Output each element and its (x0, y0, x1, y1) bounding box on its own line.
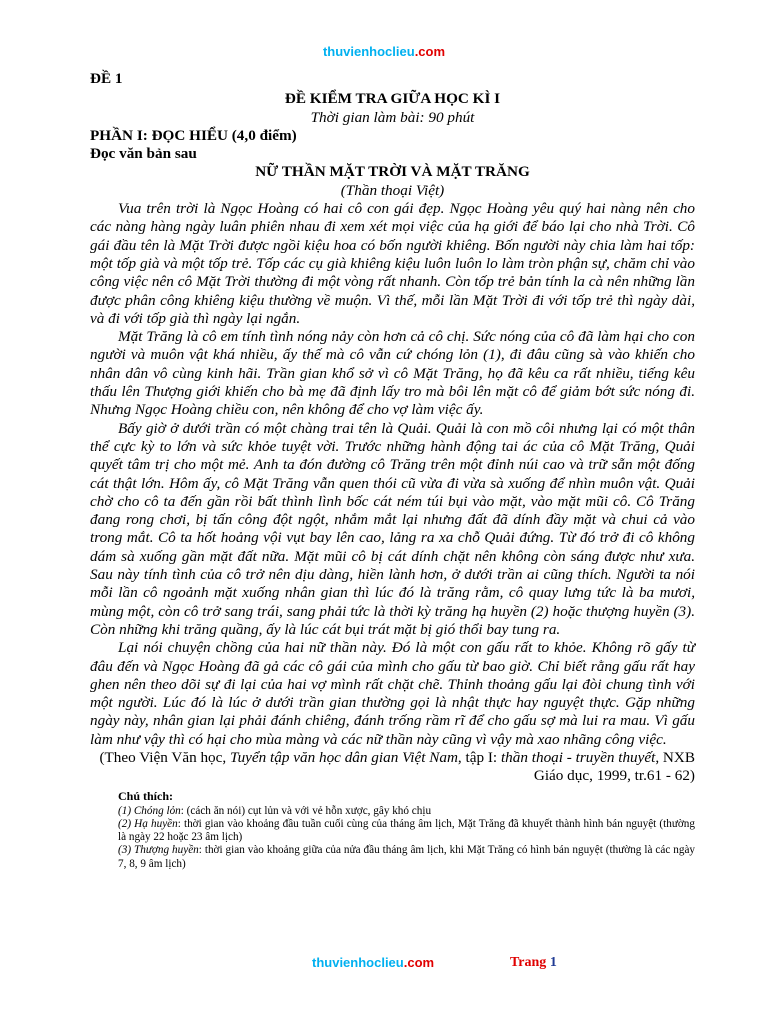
story-paragraph-3: Bấy giờ ở dưới trần có một chàng trai tên là Quải. Quải là con mồ côi nhưng lại có một thân thể cực kỳ to lớn và sức khỏe tuyệt vời. Trước những hành động tai ác của cô Mặt Trăng, Quải quyết tâm trị cho một mẻ. Anh ta đón đường cô Trăng trên một đỉnh núi cao và trữ sẵn một đống cát thật lớn. Hôm ấy, cô Mặt Trăng vẫn quen thói cũ vừa đi vừa sà xuống để nhìn muôn vật. Quải chờ cho cô ta đến gần rồi bất thình lình bốc cát ném túi bụi vào mặt, vào mặt mũi cô. Cô Trăng đang rong chơi, bị tấn công đột ngột, nhắm mắt lại nhưng đất đã dính đầy mặt và chui cả vào trong mắt. Cô ta hốt hoảng vội vụt bay lên cao, lảng ra xa chỗ Quải đứng. Từ đó trở đi cô không dám sà xuống gần mặt đất nữa. Mặt mũi cô bị cát dính chặt nên không còn sáng được như xưa. Sau này tính tình của cô trở nên dịu dàng, hiền lành hơn, ở dưới trần ai cũng thích. Người ta nói mỗi lần cô ngoảnh mặt xuống nhân gian thì lúc đó là trăng rằm, cô quay lưng tức là ba mươi, mùng một, còn cô trở sang trái, sang phải tức là thời kỳ trăng hạ huyền (2) hoặc thượng huyền (3). Còn những khi trăng quầng, ấy là lúc cát bụi trát mặt bị gió thổi bay tung ra. (90, 419, 695, 638)
notes-section (118, 790, 695, 871)
page-number (510, 955, 557, 971)
exam-title: ĐỀ KIỂM TRA GIỮA HỌC KÌ I (284, 90, 501, 108)
note-term: (1) Chóng lỏn (118, 804, 181, 817)
footer-site-link[interactable] (312, 955, 434, 970)
page-number-value: 1 (549, 955, 557, 970)
header-site-link[interactable] (0, 44, 768, 59)
header-site-name: thuvienhoclieu (322, 44, 415, 59)
header-site-tld: .com (414, 44, 446, 59)
source-book: Tuyển tập văn học dân gian Việt Nam (229, 748, 458, 766)
exam-content (90, 70, 695, 871)
source-suffix: , NXB Giáo dục, 1999, tr.61 - 62) (533, 748, 695, 785)
footer-site-tld: .com (403, 955, 435, 970)
note-term: (3) Thượng huyền (118, 844, 199, 857)
exam-time: Thời gian làm bài: 90 phút (310, 108, 475, 126)
note-item (118, 805, 695, 818)
source-volume: thần thoại - truyền thuyết (500, 748, 656, 766)
story-source (90, 749, 695, 786)
story-paragraph-2: Mặt Trăng là cô em tính tình nóng nảy còn hơn cả cô chị. Sức nóng của cô đã làm hại cho con người và muôn vật khá nhiều, ấy thế mà cô vẫn cứ chóng lỏn (1), đi đâu cũng sà vào khiến cho nhân dân vô cùng kinh hãi. Trần gian khổ sở vì cô Mặt Trăng, họ đã kêu ca rất nhiều, tiếng kêu thấu lên Thượng giới khiến cho bà mẹ đã định lấy tro mà bôi lên mặt cô để giảm bớt sức nóng đi. Nhưng Ngọc Hoàng chiều con, nên không để cho vợ làm việc ấy. (90, 328, 695, 419)
note-text: : (cách ăn nói) cụt lủn và với vẻ hỗn xược, gây khó chịu (180, 804, 432, 817)
note-item (118, 818, 695, 844)
source-mid: , tập I: (457, 748, 501, 766)
notes-title: Chú thích: (118, 788, 174, 803)
note-item (118, 844, 695, 870)
story-paragraph-4: Lại nói chuyện chồng của hai nữ thần này. Đó là một con gấu rất to khỏe. Không rõ gấy từ đâu đến và Ngọc Hoàng đã gả các cô gái của mình cho gấu từ bao giờ. Chỉ biết rằng gấu rất hay ghen nên theo dõi sự đi lại của hai vợ mình rất chặt chẽ. Thỉnh thoảng gấu lại đòi chung tình với một người. Lúc đó là lúc ở dưới trần gian thường gọi là nhật thực hay nguyệt thực. Gặp những ngày này, nhân gian lại phải đánh chiêng, đánh trống rầm rĩ để cho gấu sợ mà lui ra mau. Vì gấu làm như vậy thì có hại cho mùa màng và các nữ thần này cũng vì vậy mà xao nhãng công việc. (90, 639, 695, 748)
note-text: : thời gian vào khoảng giữa của nửa đầu tháng âm lịch, khi Mặt Trăng có hình bán nguyệt (thường là các ngày 7, 8, 9 âm lịch) (118, 844, 695, 870)
reading-instruction: Đọc văn bản sau (90, 145, 197, 163)
note-term: (2) Hạ huyền (118, 817, 178, 830)
story-paragraph-1: Vua trên trời là Ngọc Hoàng có hai cô con gái đẹp. Ngọc Hoàng yêu quý hai nàng nên cho các nàng hàng ngày luân phiên nhau đi xem xét mọi việc của hạ giới để báo lại cho nhà Trời. Cô gái đầu tên là Mặt Trời được ngồi kiệu hoa có bốn người khiêng. Bốn người này chia làm hai tốp: một tốp già và một tốp trẻ. Tốp các cụ già khiêng kiệu luôn luôn lo làm tròn phận sự, chăm chỉ vào công việc nên cô Mặt Trời thường đi một vòng rất nhanh. Còn tốp trẻ bản tính la cà nên những lần được phân công khiêng kiệu thường về muộn. Vì thế, mỗi lần Mặt Trời đi với tốp trẻ thì ngày dài, và đi với tốp già thì ngày lại ngắn. (90, 200, 695, 327)
story-title: NỮ THẦN MẶT TRỜI VÀ MẶT TRĂNG (255, 163, 530, 181)
source-prefix: (Theo Viện Văn học, (99, 748, 230, 766)
exam-number: ĐỀ 1 (90, 70, 123, 87)
section-heading: PHẦN I: ĐỌC HIỂU (4,0 điểm) (90, 126, 297, 144)
footer-site-name: thuvienhoclieu (312, 955, 404, 970)
page-label: Trang (510, 955, 547, 970)
note-text: : thời gian vào khoảng đầu tuần cuối cùng của tháng âm lịch, Mặt Trăng đã khuyết thành hình bán nguyệt (thường là ngày 22 hoặc 23 âm lịch) (118, 817, 695, 844)
story-subtitle: (Thần thoại Việt) (340, 181, 445, 199)
